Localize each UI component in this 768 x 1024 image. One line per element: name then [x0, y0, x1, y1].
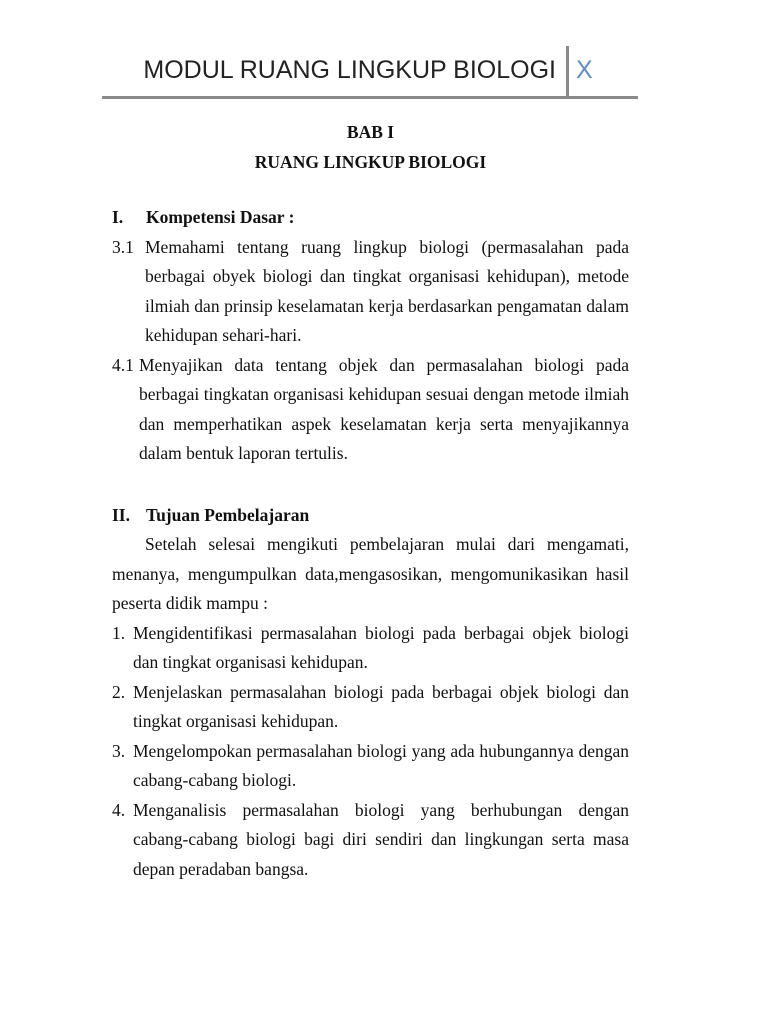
- item-text: Mengelompokan permasalahan biologi yang ada hubungannya dengan cabang-cabang biologi.: [133, 740, 629, 790]
- item-number: 1.: [112, 622, 126, 643]
- list-item: [112, 351, 629, 469]
- intro-paragraph: Setelah selesai mengikuti pembelajaran mulai dari mengamati, menanya, mengumpulkan data,mengasosikan, mengomunikasikan hasil peserta didik mampu :: [112, 534, 629, 613]
- list-item: [112, 796, 629, 885]
- list-item: [112, 737, 629, 796]
- item-text: Menganalisis permasalahan biologi yang berhubungan dengan cabang-cabang biologi bagi diri sendiri dan lingkungan serta masa depan peradaban bangsa.: [133, 799, 629, 879]
- section-number: I.: [112, 207, 124, 227]
- item-number: 2.: [112, 681, 126, 702]
- list-item: [112, 619, 629, 678]
- section-heading-kompetensi-dasar: [112, 203, 629, 233]
- item-number: 3.: [112, 740, 126, 761]
- page-header: [102, 46, 638, 100]
- item-text: Memahami tentang ruang lingkup biologi (permasalahan pada berbagai obyek biologi dan tingkat organisasi kehidupan), metode ilmiah dan prinsip keselamatan kerja berdasarkan pengamatan dalam kehidupan sehari-hari.: [145, 236, 629, 345]
- section-number: II.: [112, 504, 130, 525]
- list-item: [112, 678, 629, 737]
- section-heading-tujuan-pembelajaran: [112, 501, 629, 531]
- header-vertical-divider: [566, 46, 569, 98]
- document-body: [112, 118, 629, 884]
- chapter-label: BAB I: [346, 122, 395, 142]
- section-title: Tujuan Pembelajaran: [146, 504, 310, 525]
- item-number: 4.1: [112, 354, 134, 375]
- item-number: 3.1: [112, 236, 134, 257]
- section-title: Kompetensi Dasar :: [146, 207, 295, 227]
- header-horizontal-rule: [102, 96, 638, 99]
- chapter-title: RUANG LINGKUP BIOLOGI: [254, 151, 487, 172]
- item-text: Menyajikan data tentang objek dan permasalahan biologi pada berbagai tingkatan organisasi kehidupan sesuai dengan metode ilmiah dan memperhatikan aspek keselamatan kerja serta menyajikannya dalam bentuk laporan tertulis.: [139, 354, 629, 463]
- header-title: MODUL RUANG LINGKUP BIOLOGI: [143, 56, 556, 84]
- header-chapter-mark: X: [576, 56, 593, 84]
- list-item: [112, 233, 629, 351]
- item-text: Menjelaskan permasalahan biologi pada berbagai objek biologi dan tingkat organisasi kehidupan.: [133, 681, 629, 731]
- item-text: Mengidentifikasi permasalahan biologi pada berbagai objek biologi dan tingkat organisasi kehidupan.: [133, 622, 629, 672]
- item-number: 4.: [112, 799, 126, 820]
